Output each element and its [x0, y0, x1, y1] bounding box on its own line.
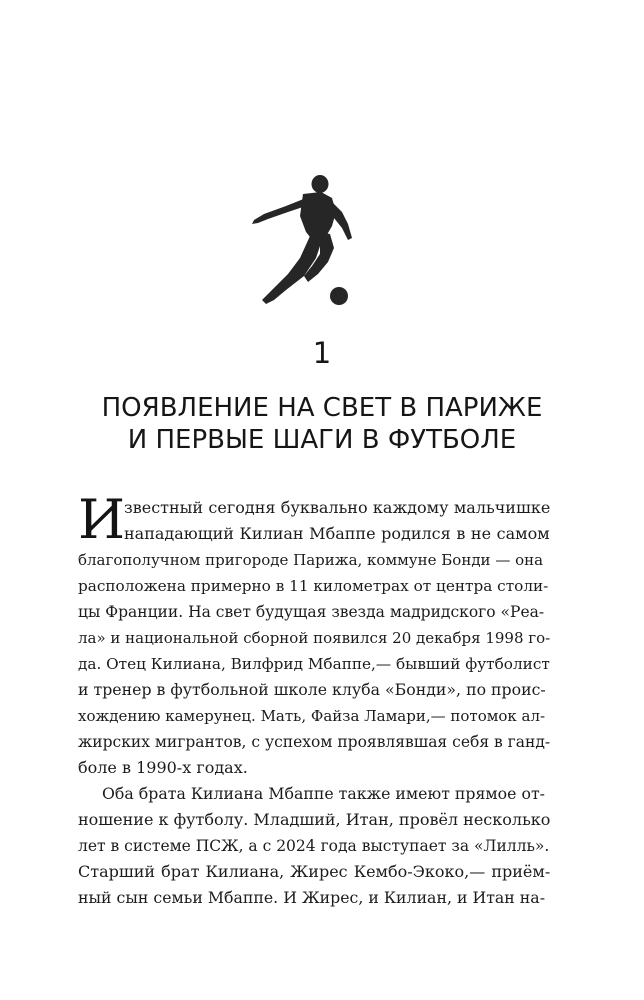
- chapter-title-line: ПОЯВЛЕНИЕ НА СВЕТ В ПАРИЖЕ: [101, 393, 543, 423]
- text-line: боле в 1990-х годах.: [78, 758, 248, 777]
- text-line: да. Отец Килиана, Вилфрид Мбаппе,— бывший футболист: [78, 655, 550, 673]
- text-line: благополучном пригороде Парижа, коммуне Бонди — она: [78, 551, 544, 569]
- text-line: лет в системе ПСЖ, а с 2024 года выступает за «Лилль».: [78, 837, 550, 855]
- text-line: ный сын семьи Мбаппе. И Жирес, и Килиан, и Итан на-: [78, 888, 546, 907]
- text-line: Старший брат Килиана, Жирес Кембо-Экоко,— приём-: [78, 862, 551, 881]
- text-line: хождению камерунец. Мать, Файза Ламари,— потомок ал-: [78, 707, 546, 725]
- chapter-number: 1: [312, 336, 332, 370]
- text-line: и тренер в футбольной школе клуба «Бонди», по проис-: [78, 680, 546, 699]
- drop-cap: И: [78, 488, 126, 551]
- text-line: жирских мигрантов, с успехом проявлявшая себя в ганд-: [78, 733, 551, 751]
- text-line: цы Франции. На свет будущая звезда мадридского «Реа-: [78, 603, 545, 621]
- text-line: ношение к футболу. Младший, Итан, провёл несколько: [78, 810, 551, 829]
- chapter-title: [0, 392, 644, 456]
- chapter-title-line: И ПЕРВЫЕ ШАГИ В ФУТБОЛЕ: [127, 425, 517, 455]
- text-line: ла» и национальной сборной появился 20 декабря 1998 го-: [78, 629, 551, 647]
- footballer-silhouette-icon: [248, 172, 358, 308]
- text-line: нападающий Килиан Мбаппе родился в не самом: [124, 524, 550, 543]
- text-line: Оба брата Килиана Мбаппе также имеют прямое от-: [102, 784, 546, 803]
- text-line: звестный сегодня буквально каждому мальчишке: [124, 498, 551, 517]
- text-line: расположена примерно в 11 километрах от центра столи-: [78, 577, 549, 595]
